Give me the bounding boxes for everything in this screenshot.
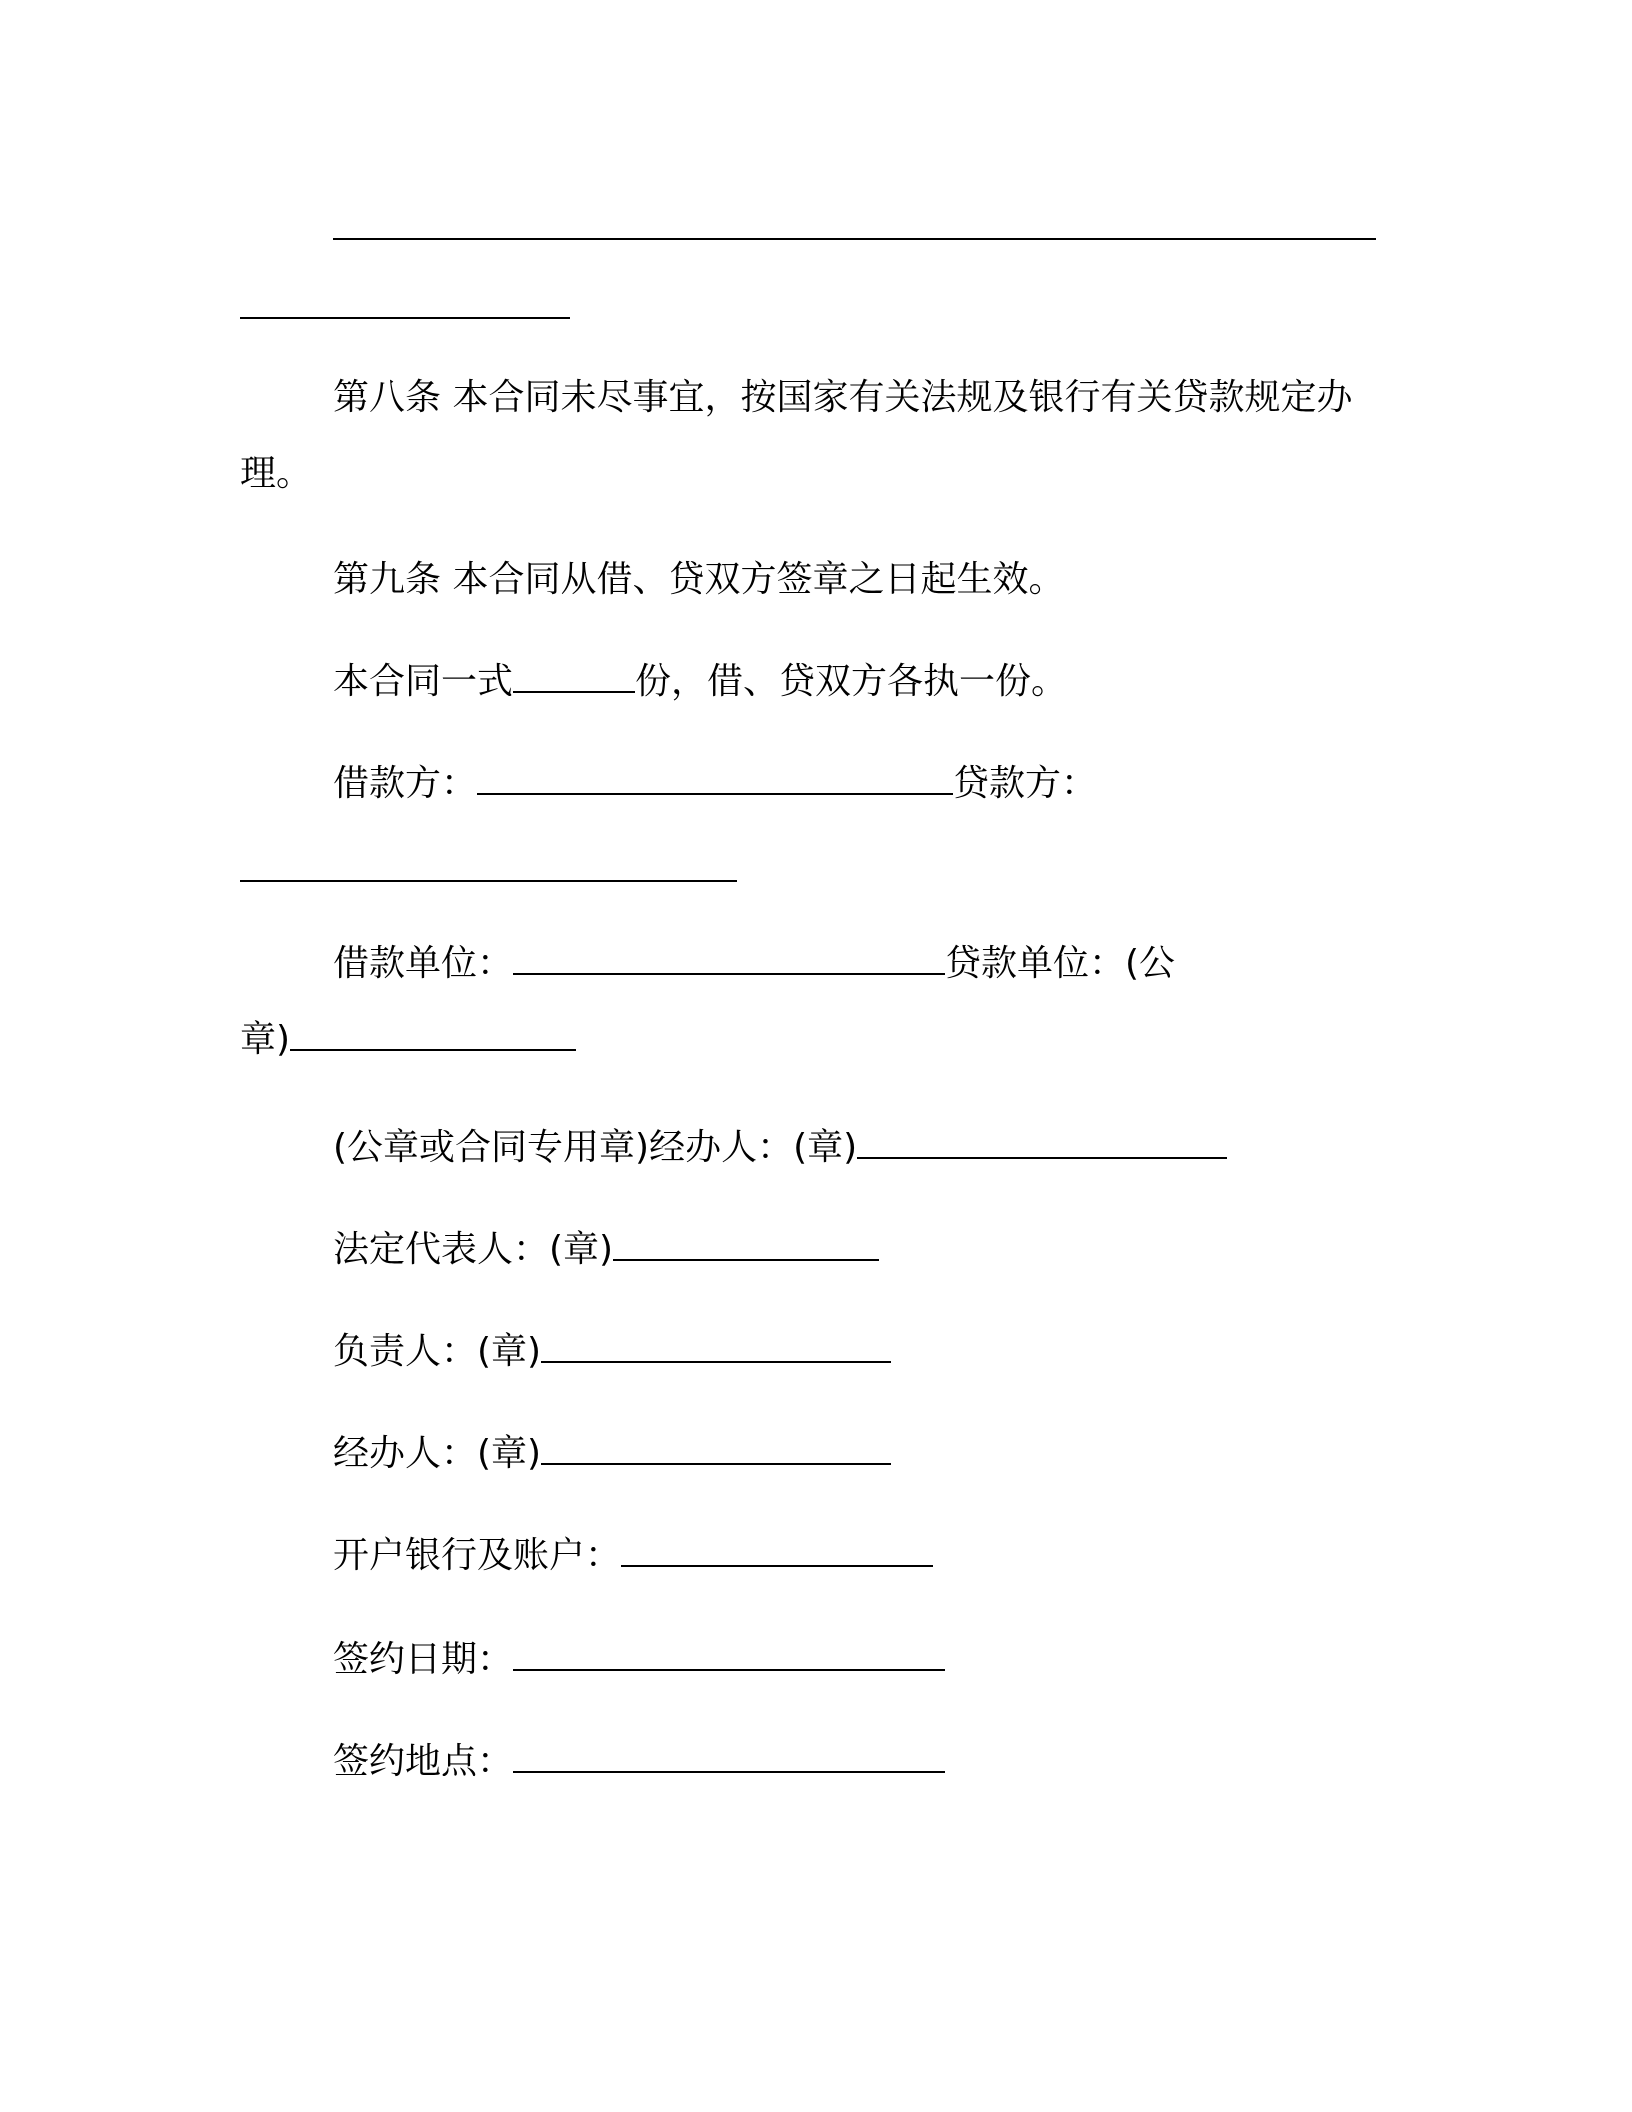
copies-blank[interactable] xyxy=(513,661,635,693)
seal-handler-label: (公章或合同专用章)经办人：(章) xyxy=(333,1127,858,1168)
sign-place-blank[interactable] xyxy=(513,1741,945,1773)
lender-unit-cont: 章) xyxy=(240,1019,291,1060)
legal-rep-label: 法定代表人：(章) xyxy=(333,1229,614,1270)
sign-date-label: 签约日期： xyxy=(333,1639,514,1680)
bank-account-blank[interactable] xyxy=(621,1535,933,1567)
responsible-label: 负责人：(章) xyxy=(333,1331,542,1372)
parties-line xyxy=(333,762,1097,806)
borrower-unit-blank[interactable] xyxy=(513,943,945,975)
sign-place-line xyxy=(333,1740,945,1784)
copies-suffix: 份，借、贷双方各执一份。 xyxy=(635,661,1068,702)
bank-account-line xyxy=(333,1534,933,1578)
seal-handler-line xyxy=(333,1126,1227,1170)
handler-blank[interactable] xyxy=(541,1433,891,1465)
article-9: 第九条 本合同从借、贷双方签章之日起生效。 xyxy=(333,559,1065,600)
borrower-unit-label: 借款单位： xyxy=(333,943,514,984)
lender-label: 贷款方： xyxy=(953,763,1098,804)
sign-date-blank[interactable] xyxy=(513,1639,945,1671)
sign-place-label: 签约地点： xyxy=(333,1741,514,1782)
borrower-label: 借款方： xyxy=(333,763,478,804)
blank-line-top-1 xyxy=(333,238,1376,240)
handler-line xyxy=(333,1432,891,1476)
handler-label: 经办人：(章) xyxy=(333,1433,542,1474)
copies-clause xyxy=(333,660,1067,704)
responsible-line xyxy=(333,1330,891,1374)
legal-rep-line xyxy=(333,1228,879,1272)
lender-blank[interactable] xyxy=(240,880,737,882)
sign-date-line xyxy=(333,1638,945,1682)
lender-unit-label: 贷款单位：(公 xyxy=(945,943,1176,984)
borrower-blank[interactable] xyxy=(477,763,953,795)
lender-unit-cont-line xyxy=(240,1018,576,1062)
units-line xyxy=(333,942,1175,986)
seal-handler-blank[interactable] xyxy=(857,1127,1227,1159)
article-8-line-1: 第八条 本合同未尽事宜，按国家有关法规及银行有关贷款规定办 xyxy=(333,377,1353,418)
blank-line-top-2 xyxy=(240,317,570,319)
article-8-line-2: 理。 xyxy=(240,453,313,494)
copies-prefix: 本合同一式 xyxy=(333,661,514,702)
legal-rep-blank[interactable] xyxy=(613,1229,879,1261)
responsible-blank[interactable] xyxy=(541,1331,891,1363)
bank-account-label: 开户银行及账户： xyxy=(333,1535,622,1576)
lender-unit-blank[interactable] xyxy=(290,1019,576,1051)
